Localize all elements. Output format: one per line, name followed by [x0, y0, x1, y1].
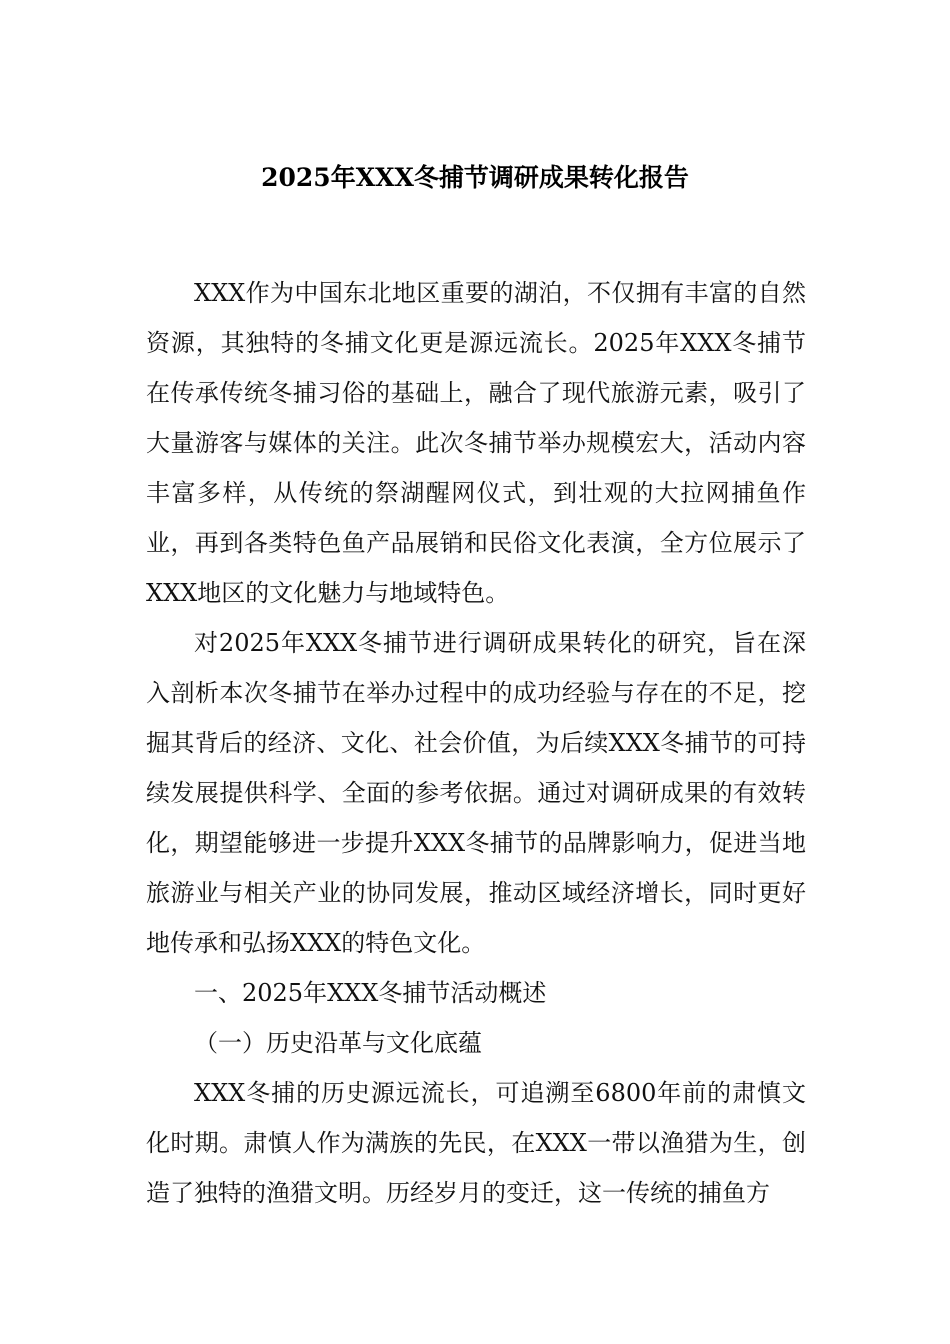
subsection-heading: （一）历史沿革与文化底蕴 [194, 1029, 482, 1057]
history-paragraph: XXX冬捕的历史源远流长，可追溯至6800年前的肃慎文化时期。肃慎人作为满族的先民，在XXX一带以渔猎为生，创造了独特的渔猎文明。历经岁月的变迁，这一传统的捕鱼方 [146, 1079, 806, 1207]
purpose-paragraph: 对2025年XXX冬捕节进行调研成果转化的研究，旨在深入剖析本次冬捕节在举办过程中的成功经验与存在的不足，挖掘其背后的经济、文化、社会价值，为后续XXX冬捕节的可持续发展提供科学、全面的参考依据。通过对调研成果的有效转化，期望能够进一步提升XXX冬捕节的品牌影响力，促进当地旅游业与相关产业的协同发展，推动区域经济增长，同时更好地传承和弘扬XXX的特色文化。 [146, 629, 806, 957]
section-heading: 一、2025年XXX冬捕节活动概述 [194, 979, 547, 1007]
document-body [146, 268, 806, 1218]
document-title: 2025年XXX冬捕节调研成果转化报告 [261, 163, 689, 192]
intro-paragraph: XXX作为中国东北地区重要的湖泊，不仅拥有丰富的自然资源，其独特的冬捕文化更是源远流长。2025年XXX冬捕节在传承传统冬捕习俗的基础上，融合了现代旅游元素，吸引了大量游客与媒体的关注。此次冬捕节举办规模宏大，活动内容丰富多样，从传统的祭湖醒网仪式，到壮观的大拉网捕鱼作业，再到各类特色鱼产品展销和民俗文化表演，全方位展示了XXX地区的文化魅力与地域特色。 [146, 279, 806, 607]
